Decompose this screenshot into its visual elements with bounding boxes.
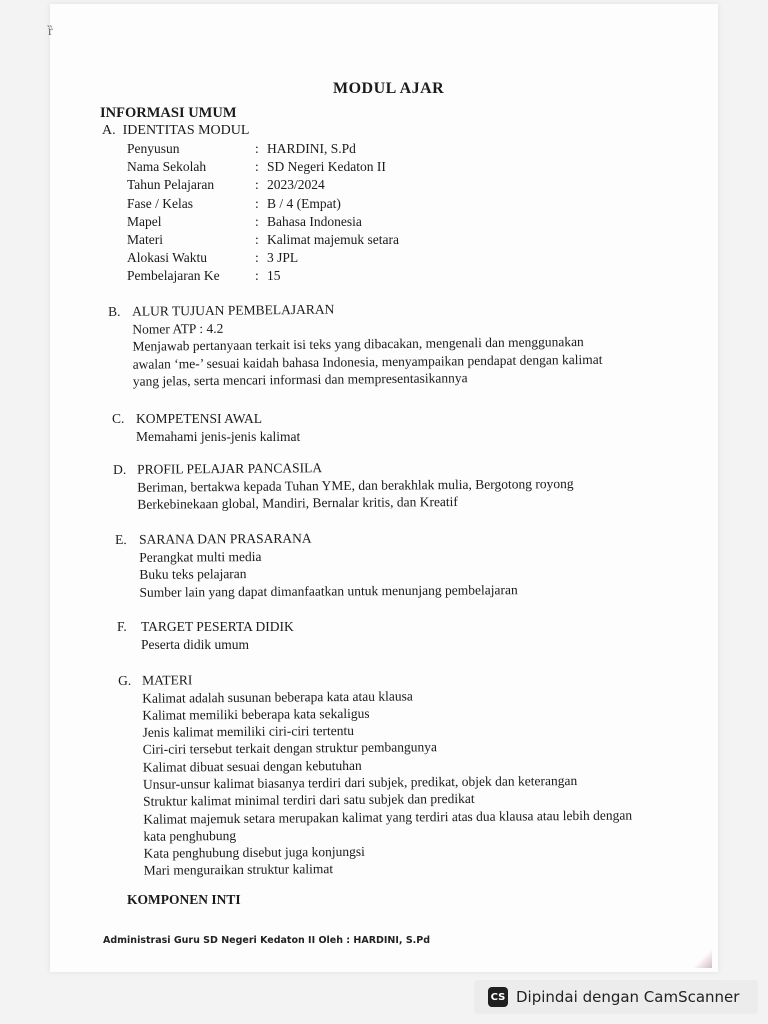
identity-label: Tahun Pelajaran bbox=[127, 177, 215, 193]
section-line: Mari menguraikan struktur kalimat bbox=[143, 861, 334, 879]
section-letter: B. bbox=[108, 303, 121, 319]
section-title: KOMPETENSI AWAL bbox=[136, 411, 263, 426]
identity-row bbox=[127, 141, 399, 159]
section-title: SARANA DAN PRASARANA bbox=[139, 530, 312, 547]
identity-label: Pembelajaran Ke bbox=[127, 268, 220, 284]
section-title: ALUR TUJUAN PEMBELAJARAN bbox=[132, 301, 335, 319]
section-line: Struktur kalimat minimal terdiri dari satu subjek dan predikat bbox=[143, 791, 475, 810]
identity-colon: : bbox=[255, 159, 259, 175]
section-title: PROFIL PELAJAR PANCASILA bbox=[137, 460, 323, 477]
section-line: Kalimat memiliki beberapa kata sekaligus bbox=[142, 705, 370, 723]
section-line: Perangkat multi media bbox=[139, 548, 262, 565]
identity-row bbox=[127, 177, 399, 195]
document-title: MODUL AJAR bbox=[333, 80, 445, 97]
section-line: Buku teks pelajaran bbox=[139, 566, 247, 582]
section-line: Kalimat majemuk setara merupakan kalimat yang terdiri atas dua klausa atau lebih dengan bbox=[143, 807, 633, 827]
identity-value: 15 bbox=[267, 268, 281, 284]
section-line: Jenis kalimat memiliki ciri-ciri tertentu bbox=[142, 723, 355, 740]
section-title: MATERI bbox=[142, 672, 193, 688]
identity-colon: : bbox=[255, 195, 259, 211]
identity-row bbox=[127, 232, 399, 250]
section-e bbox=[115, 528, 518, 601]
section-line: Nomer ATP : 4.2 bbox=[132, 320, 224, 337]
identity-value: Kalimat majemuk setara bbox=[267, 231, 399, 247]
identity-row bbox=[127, 268, 399, 286]
section-letter: C. bbox=[112, 411, 125, 426]
section-a-heading bbox=[102, 123, 249, 139]
section-c bbox=[112, 410, 300, 445]
section-line: Peserta didik umum bbox=[141, 636, 249, 652]
section-line: yang jelas, serta mencari informasi dan mempresentasikannya bbox=[132, 370, 468, 389]
identity-colon: : bbox=[255, 141, 259, 156]
section-line: Beriman, bertakwa kepada Tuhan YME, dan berakhlak mulia, Bergotong royong bbox=[137, 475, 574, 495]
identity-colon: : bbox=[255, 268, 259, 284]
identity-value: Bahasa Indonesia bbox=[267, 213, 362, 229]
section-f bbox=[117, 618, 294, 653]
identity-label: Alokasi Waktu bbox=[127, 250, 208, 266]
section-letter: G. bbox=[118, 672, 132, 688]
camscanner-text: Dipindai dengan CamScanner bbox=[516, 988, 740, 1006]
section-letter: D. bbox=[113, 461, 127, 477]
identity-value: HARDINI, S.Pd bbox=[267, 141, 356, 156]
identity-value: SD Negeri Kedaton II bbox=[267, 159, 386, 175]
section-letter: E. bbox=[115, 531, 127, 547]
section-line: Berkebinekaan global, Mandiri, Bernalar kritis, dan Kreatif bbox=[137, 493, 458, 512]
general-info-heading: INFORMASI UMUM bbox=[100, 105, 237, 121]
section-d bbox=[113, 457, 574, 514]
identity-colon: : bbox=[255, 213, 259, 229]
section-title: IDENTITAS MODUL bbox=[122, 123, 250, 138]
identity-colon: : bbox=[255, 250, 259, 266]
identity-value: 2023/2024 bbox=[267, 177, 325, 193]
identity-colon: : bbox=[255, 177, 259, 193]
section-line: Sumber lain yang dapat dimanfaatkan untuk menunjang pembelajaran bbox=[139, 581, 518, 600]
identity-label: Mapel bbox=[127, 213, 162, 229]
identity-table bbox=[127, 141, 399, 287]
section-line: Ciri-ciri tersebut terkait dengan struktur pembangunya bbox=[142, 739, 438, 758]
page-corner bbox=[690, 946, 712, 968]
identity-label: Fase / Kelas bbox=[127, 195, 193, 211]
identity-value: B / 4 (Empat) bbox=[267, 195, 341, 211]
identity-row bbox=[127, 196, 399, 214]
identity-row bbox=[127, 159, 399, 177]
scan-mark: ȑ bbox=[48, 24, 53, 39]
identity-label: Nama Sekolah bbox=[127, 159, 207, 175]
section-line: Kata penghubung disebut juga konjungsi bbox=[143, 844, 365, 861]
section-line: Kalimat dibuat sesuai dengan kebutuhan bbox=[142, 757, 362, 775]
section-letter: A. bbox=[102, 123, 116, 138]
identity-colon: : bbox=[255, 231, 259, 247]
section-line: awalan ‘me-’ sesuai kaidah bahasa Indonesia, menyampaikan pendapat dengan kalimat bbox=[132, 351, 603, 372]
section-line: Kalimat adalah susunan beberapa kata atau klausa bbox=[142, 687, 413, 706]
section-line: Unsur-unsur kalimat biasanya terdiri dari subjek, predikat, objek dan keterangan bbox=[142, 772, 578, 792]
identity-row bbox=[127, 214, 399, 232]
identity-row bbox=[127, 250, 399, 268]
identity-value: 3 JPL bbox=[267, 250, 299, 266]
identity-label: Materi bbox=[127, 231, 163, 247]
section-g bbox=[118, 668, 633, 880]
section-letter: F. bbox=[117, 619, 127, 634]
camscanner-logo-icon: CS bbox=[488, 987, 508, 1007]
camscanner-badge bbox=[474, 980, 758, 1014]
komponen-inti-heading: KOMPONEN INTI bbox=[127, 892, 241, 907]
section-line: Menjawab pertanyaan terkait isi teks yang dibacakan, mengenali dan menggunakan bbox=[132, 334, 584, 354]
section-line: Memahami jenis-jenis kalimat bbox=[136, 428, 301, 444]
section-line: kata penghubung bbox=[143, 827, 237, 844]
page-footer: Administrasi Guru SD Negeri Kedaton II Oleh : HARDINI, S.Pd bbox=[103, 935, 431, 946]
section-title: TARGET PESERTA DIDIK bbox=[141, 619, 294, 634]
identity-label: Penyusun bbox=[127, 141, 180, 156]
section-b bbox=[108, 298, 603, 391]
